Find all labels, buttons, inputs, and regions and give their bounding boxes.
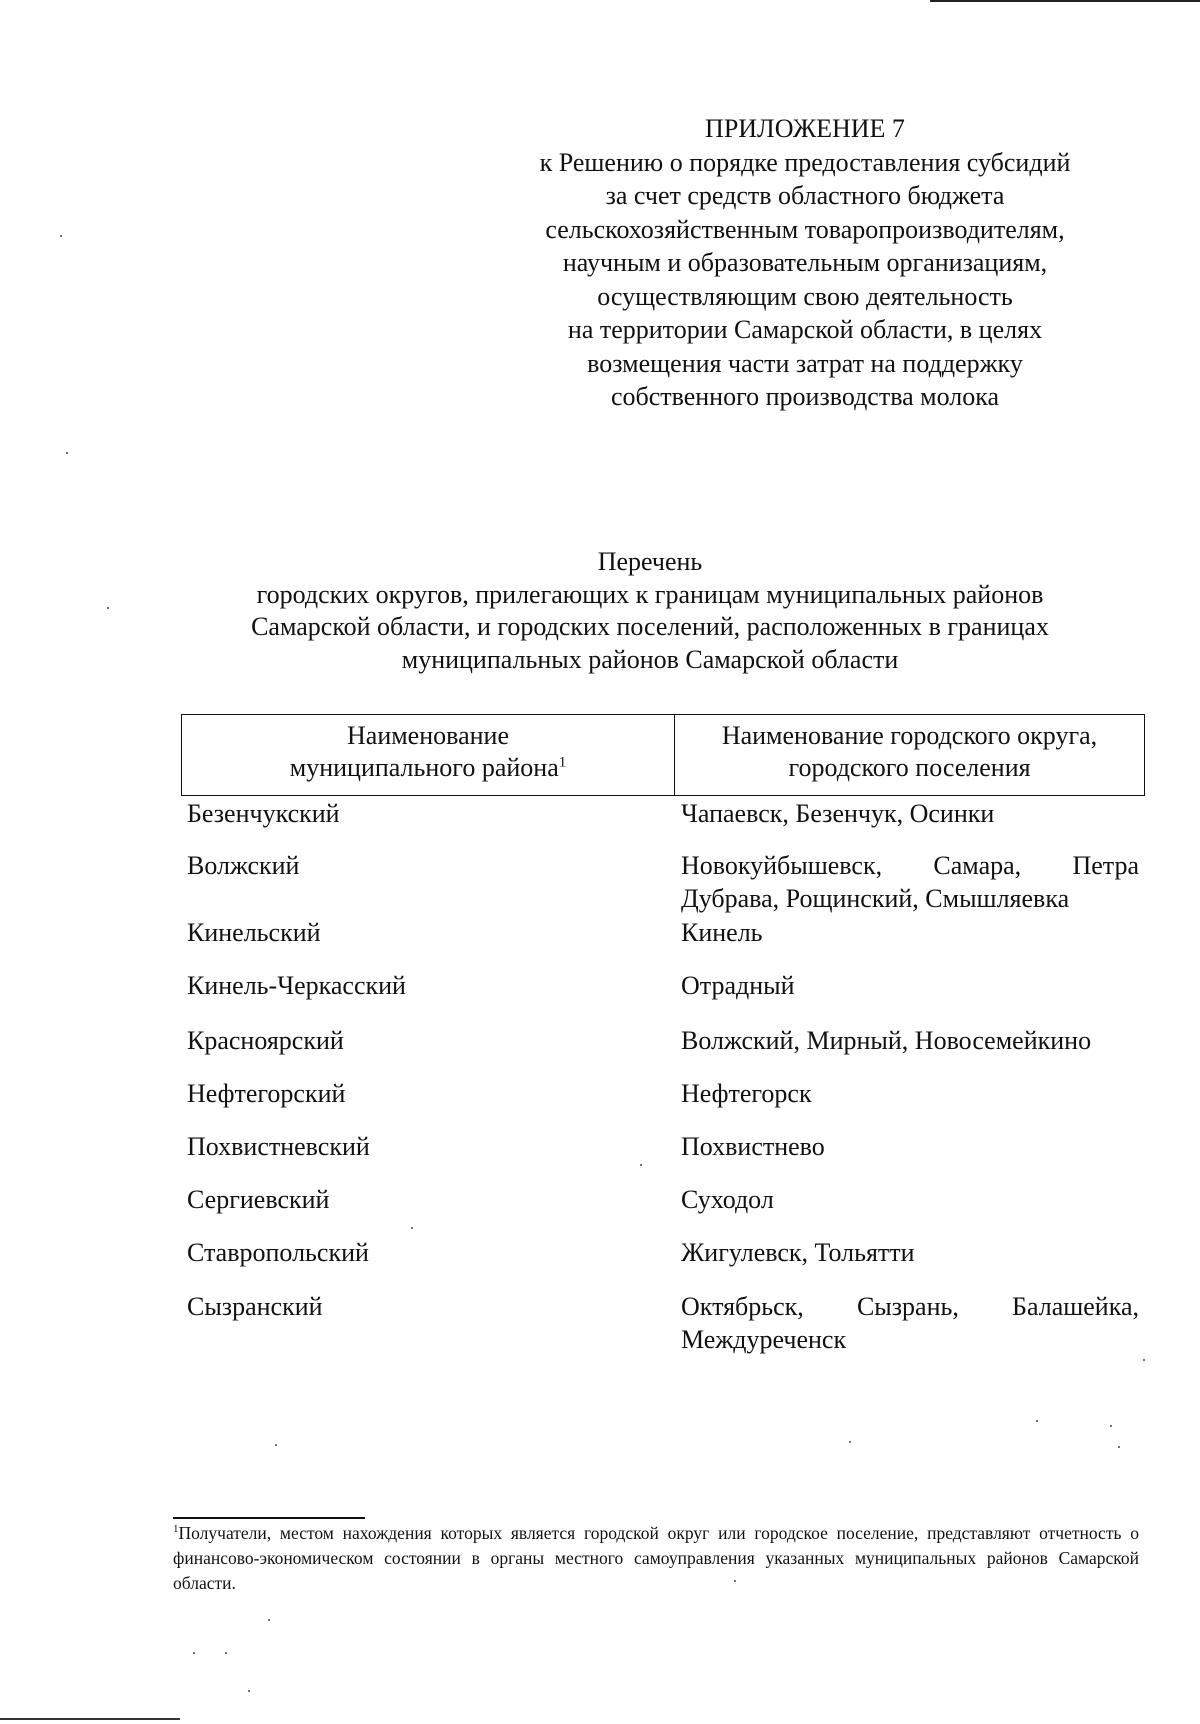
column-header-district-text: муниципального района [289, 753, 559, 782]
scan-speck [411, 1227, 413, 1229]
appendix-line: сельскохозяйственным товаропроизводителям, [545, 214, 1065, 244]
appendix-line: на территории Самарской области, в целях [567, 315, 1043, 344]
settlement-names: Кинель [681, 918, 763, 947]
settlement-names: Волжский, Мирный, Новосемейкино [681, 1026, 1092, 1055]
district-name: Сергиевский [187, 1185, 330, 1214]
district-name: Похвистневский [187, 1132, 370, 1161]
appendix-line: возмещения части затрат на поддержку [587, 348, 1023, 378]
list-subtitle-line: Самарской области, и городских поселений, расположенных в границах [251, 612, 1049, 641]
list-subtitle-line: муниципальных районов Самарской области [401, 644, 899, 674]
settlement-names: Новокуйбышевск, Самара, Петра Дубрава, Рощинский, Смышляевка [681, 851, 1139, 913]
district-name: Кинель-Черкасский [187, 971, 406, 1000]
settlement-names: Чапаевск, Безенчук, Осинки [681, 799, 995, 828]
column-header-district-line [182, 752, 674, 784]
scan-speck [849, 1441, 851, 1443]
scan-speck [107, 607, 109, 609]
footnote-mark: 1 [173, 1523, 179, 1536]
settlement-names: Похвистнево [681, 1132, 825, 1161]
appendix-line: собственного производства молока [610, 382, 1000, 411]
scan-speck [225, 1652, 227, 1654]
settlement-names: Жигулевск, Тольятти [681, 1238, 915, 1267]
footnote-divider [173, 1517, 365, 1519]
scan-speck [1143, 1359, 1145, 1361]
appendix-line: за счет средств областного бюджета [605, 181, 1005, 210]
district-name: Безенчукский [187, 799, 340, 828]
district-name: Нефтегорский [187, 1079, 346, 1108]
scan-speck [248, 1690, 250, 1692]
footnote-reference: 1 [558, 754, 567, 771]
district-name: Красноярский [187, 1026, 344, 1055]
settlement-names: Суходол [681, 1185, 774, 1214]
scan-speck [268, 1619, 270, 1621]
scan-speck [640, 1164, 642, 1166]
scan-speck [1118, 1446, 1120, 1448]
district-name: Кинельский [187, 918, 321, 947]
column-header-settlement [675, 715, 1144, 795]
settlement-names: Нефтегорск [681, 1079, 812, 1108]
scan-speck [1110, 1425, 1112, 1427]
list-subtitle-line: городских округов, прилегающих к границам муниципальных районов [256, 579, 1044, 609]
scan-speck [193, 1652, 195, 1654]
district-name: Ставропольский [187, 1238, 369, 1267]
scan-edge-line [0, 1718, 180, 1720]
column-header-district [182, 715, 675, 795]
district-name: Сызранский [187, 1292, 323, 1321]
scan-speck [734, 1580, 736, 1582]
list-title: Перечень [597, 547, 703, 576]
column-header-settlement-line: городского поселения [788, 753, 1031, 782]
footnote [173, 1521, 1139, 1596]
appendix-header [470, 112, 1140, 414]
scan-speck [275, 1444, 277, 1446]
column-header-settlement-line: Наименование городского округа, [721, 721, 1098, 750]
appendix-line: осуществляющим свою деятельность [597, 281, 1013, 311]
scan-speck [60, 235, 62, 237]
scan-speck [1036, 1420, 1038, 1422]
appendix-line: к Решению о порядке предоставления субсидий [539, 147, 1071, 177]
list-title-block [180, 546, 1120, 676]
settlement-names: Октябрьск, Сызрань, Балашейка, Междуреченск [681, 1292, 1139, 1354]
district-name: Волжский [187, 851, 300, 880]
scan-edge-line [930, 0, 1200, 2]
table-header [181, 714, 1145, 796]
appendix-line: научным и образовательным организациям, [562, 248, 1048, 277]
settlement-names: Отрадный [681, 971, 795, 1000]
footnote-text: Получатели, местом нахождения которых является городской округ или городское поселение, представляют отчетность о финансово-экономическом состоянии в органы местного самоуправления указанных муниципальных районов Самарской области. [173, 1523, 1139, 1593]
appendix-title: ПРИЛОЖЕНИЕ 7 [705, 114, 905, 143]
scan-speck [66, 452, 68, 454]
column-header-district-line: Наименование [347, 721, 509, 750]
